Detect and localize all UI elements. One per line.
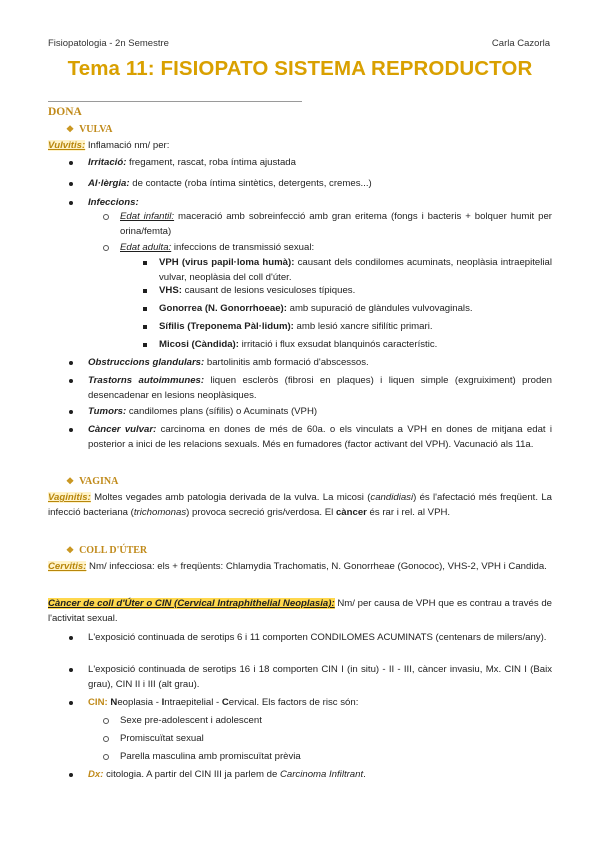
list-item bbox=[88, 177, 552, 192]
text: de contacte (roba íntima sintètics, detergents, cremes...) bbox=[129, 178, 372, 189]
label: Gonorrea (N. Gonorrhoeae): bbox=[159, 303, 287, 314]
subheading-label: COLL D'ÚTER bbox=[79, 545, 148, 556]
label: Obstruccions glandulars: bbox=[88, 357, 205, 368]
text-italic: trichomonas bbox=[133, 506, 187, 518]
text-bold: N bbox=[110, 697, 118, 708]
bullet-dot-icon bbox=[69, 361, 73, 365]
paragraph-cervitis bbox=[48, 560, 552, 575]
label: Micosi (Càndida): bbox=[159, 339, 239, 350]
bullet-dot-icon bbox=[69, 182, 73, 186]
text: fregament, rascat, roba íntima ajustada bbox=[126, 157, 296, 168]
bullet-square-icon bbox=[143, 325, 147, 329]
list-item bbox=[88, 696, 552, 711]
text: causant de lesions vesiculoses típiques. bbox=[181, 285, 356, 296]
list-item bbox=[159, 320, 552, 335]
bullet-dot-icon bbox=[69, 668, 73, 672]
paragraph-vulvitis bbox=[48, 139, 552, 154]
bullet-dot-icon bbox=[69, 428, 73, 432]
label: VHS: bbox=[159, 285, 182, 296]
text: Parella masculina amb promiscuïtat prèvia bbox=[120, 751, 301, 762]
text: eoplasia - bbox=[117, 697, 162, 708]
list-item bbox=[88, 423, 552, 452]
list-item bbox=[159, 338, 552, 353]
label: Dx: bbox=[88, 769, 104, 780]
text: ) és l'afectació més freqüent. La infecció bacteriana ( bbox=[48, 492, 552, 518]
term-cervitis: Cervitis: bbox=[48, 561, 87, 572]
bullet-dot-icon bbox=[69, 201, 73, 205]
list-item bbox=[88, 631, 552, 646]
subheading-vagina bbox=[66, 476, 118, 487]
header-author: Carla Cazorla bbox=[491, 38, 550, 49]
label: Al·lèrgia: bbox=[88, 178, 130, 189]
list-item bbox=[120, 750, 552, 765]
subheading-coll-uter bbox=[66, 545, 147, 556]
text: Promiscuïtat sexual bbox=[120, 733, 204, 744]
list-item bbox=[159, 284, 552, 299]
text: Inflamació nm/ per: bbox=[85, 140, 170, 151]
bullet-square-icon bbox=[143, 289, 147, 293]
label: Càncer vulvar: bbox=[88, 424, 157, 435]
list-item bbox=[88, 405, 552, 420]
text: ervical. Els factors de risc són: bbox=[228, 697, 359, 708]
list-item bbox=[159, 256, 552, 285]
text: L'exposició continuada de serotips 6 i 11 comporten CONDILOMES ACUMINATS (centenars de milers/any). bbox=[88, 632, 547, 643]
text-italic: Carcinoma Infiltrant bbox=[279, 769, 364, 780]
text: bartolinitis amb formació d'abscessos. bbox=[204, 357, 369, 368]
bullet-circle-icon bbox=[103, 754, 109, 760]
bullet-square-icon bbox=[143, 307, 147, 311]
bullet-square-icon bbox=[143, 261, 147, 265]
list-item bbox=[120, 714, 552, 729]
list-item bbox=[120, 732, 552, 747]
list-item bbox=[88, 156, 552, 171]
label: Edat infantil: bbox=[120, 211, 175, 222]
paragraph-vaginitis bbox=[48, 491, 552, 520]
subheading-vulva bbox=[66, 124, 112, 135]
label: Trastorns autoimmunes: bbox=[88, 375, 205, 386]
section-divider bbox=[48, 101, 302, 102]
text: amb supuració de glàndules vulvovaginals. bbox=[286, 303, 473, 314]
text: liquen escleròs (fibrosi en plaques) i liquen simple (exgruiximent) proden desencadenar en lesions neoplàsiques. bbox=[88, 375, 552, 401]
text: Nm/ per causa de VPH que es contrau a través de l'activitat sexual. bbox=[48, 598, 552, 624]
text-bold: I bbox=[161, 697, 165, 708]
diamond-bullet-icon: ❖ bbox=[66, 124, 75, 134]
term-cancer-coll: Càncer de coll d'Úter o CIN (Cervical Intraphithelial Neoplasia): bbox=[48, 598, 335, 609]
subheading-label: VAGINA bbox=[79, 476, 119, 487]
bullet-dot-icon bbox=[69, 379, 73, 383]
label: VPH (virus papil·loma humà): bbox=[159, 257, 295, 268]
text: . bbox=[363, 769, 366, 780]
label: Sífilis (Treponema Pàl·lidum): bbox=[159, 321, 294, 332]
text: candilomes plans (sífilis) o Acuminats (VPH) bbox=[126, 406, 318, 417]
text: ) provoca secreció gris/verdosa. El bbox=[186, 506, 336, 518]
diamond-bullet-icon: ❖ bbox=[66, 545, 75, 555]
text-bold: càncer bbox=[335, 506, 367, 518]
bullet-dot-icon bbox=[69, 773, 73, 777]
list-item bbox=[88, 356, 552, 371]
label: Irritació: bbox=[88, 157, 127, 168]
list-item bbox=[88, 768, 552, 783]
bullet-square-icon bbox=[143, 343, 147, 347]
term-vaginitis: Vaginitis: bbox=[48, 492, 91, 503]
list-item bbox=[120, 241, 552, 256]
list-item bbox=[120, 210, 552, 239]
subheading-label: VULVA bbox=[79, 124, 113, 135]
bullet-dot-icon bbox=[69, 410, 73, 414]
label: Infeccions: bbox=[88, 197, 139, 208]
diamond-bullet-icon: ❖ bbox=[66, 476, 75, 486]
paragraph-cancer-coll bbox=[48, 597, 552, 626]
section-heading-dona: DONA bbox=[48, 106, 82, 118]
bullet-dot-icon bbox=[69, 636, 73, 640]
list-item bbox=[88, 663, 552, 692]
text: L'exposició continuada de serotips 16 i 18 comporten CIN I (in situ) - II - III, càncer invasiu, Mx. CIN I (Baix grau), CIN II i III (alt grau). bbox=[88, 664, 552, 690]
bullet-circle-icon bbox=[103, 736, 109, 742]
list-item bbox=[88, 374, 552, 403]
text-italic: candidiasi bbox=[370, 492, 414, 503]
text: Sexe pre-adolescent i adolescent bbox=[120, 715, 262, 726]
text: ntraepitelial - bbox=[164, 697, 222, 708]
page-title: Tema 11: FISIOPATO SISTEMA REPRODUCTOR bbox=[67, 57, 533, 80]
text: infeccions de transmissió sexual: bbox=[171, 242, 315, 253]
text: irritació i flux exsudat blanquinós característic. bbox=[238, 339, 438, 350]
label: CIN: bbox=[88, 697, 108, 708]
list-item bbox=[159, 302, 552, 317]
bullet-dot-icon bbox=[69, 701, 73, 705]
text: citologia. A partir del CIN III ja parlem de bbox=[103, 769, 280, 780]
text: causant dels condilomes acuminats, neoplàsia intraepitelial vulvar, neoplàsia del coll d'úter. bbox=[159, 257, 552, 283]
bullet-dot-icon bbox=[69, 161, 73, 165]
bullet-circle-icon bbox=[103, 245, 109, 251]
label: Tumors: bbox=[88, 406, 127, 417]
list-item bbox=[88, 196, 552, 211]
text-bold: C bbox=[221, 697, 229, 708]
text: amb lesió xancre sifilític primari. bbox=[293, 321, 433, 332]
label: Edat adulta: bbox=[120, 242, 172, 253]
text: Nm/ infecciosa: els + freqüents: Chlamydia Trachomatis, N. Gonorrheae (Gonococ), VHS-2, VPH i Candida. bbox=[86, 561, 547, 572]
text: maceració amb sobreinfecció amb gran eritema (fongs i bacteris + bolquer humit per orina/femta) bbox=[120, 211, 552, 237]
text: és rar i rel. al VPH. bbox=[366, 506, 451, 518]
bullet-circle-icon bbox=[103, 214, 109, 220]
text: carcinoma en dones de més de 60a. o els vinculats a VPH en dones de mitjana edat i posterior a inici de les relacions sexuals. Més en fumadores (factor activant del VPH). Vacunació als 11a. bbox=[88, 424, 553, 450]
bullet-circle-icon bbox=[103, 718, 109, 724]
text: Moltes vegades amb patologia derivada de la vulva. La micosi ( bbox=[90, 492, 371, 503]
term-vulvitis: Vulvitis: bbox=[48, 140, 86, 151]
header-course: Fisiopatologia - 2n Semestre bbox=[48, 38, 169, 49]
